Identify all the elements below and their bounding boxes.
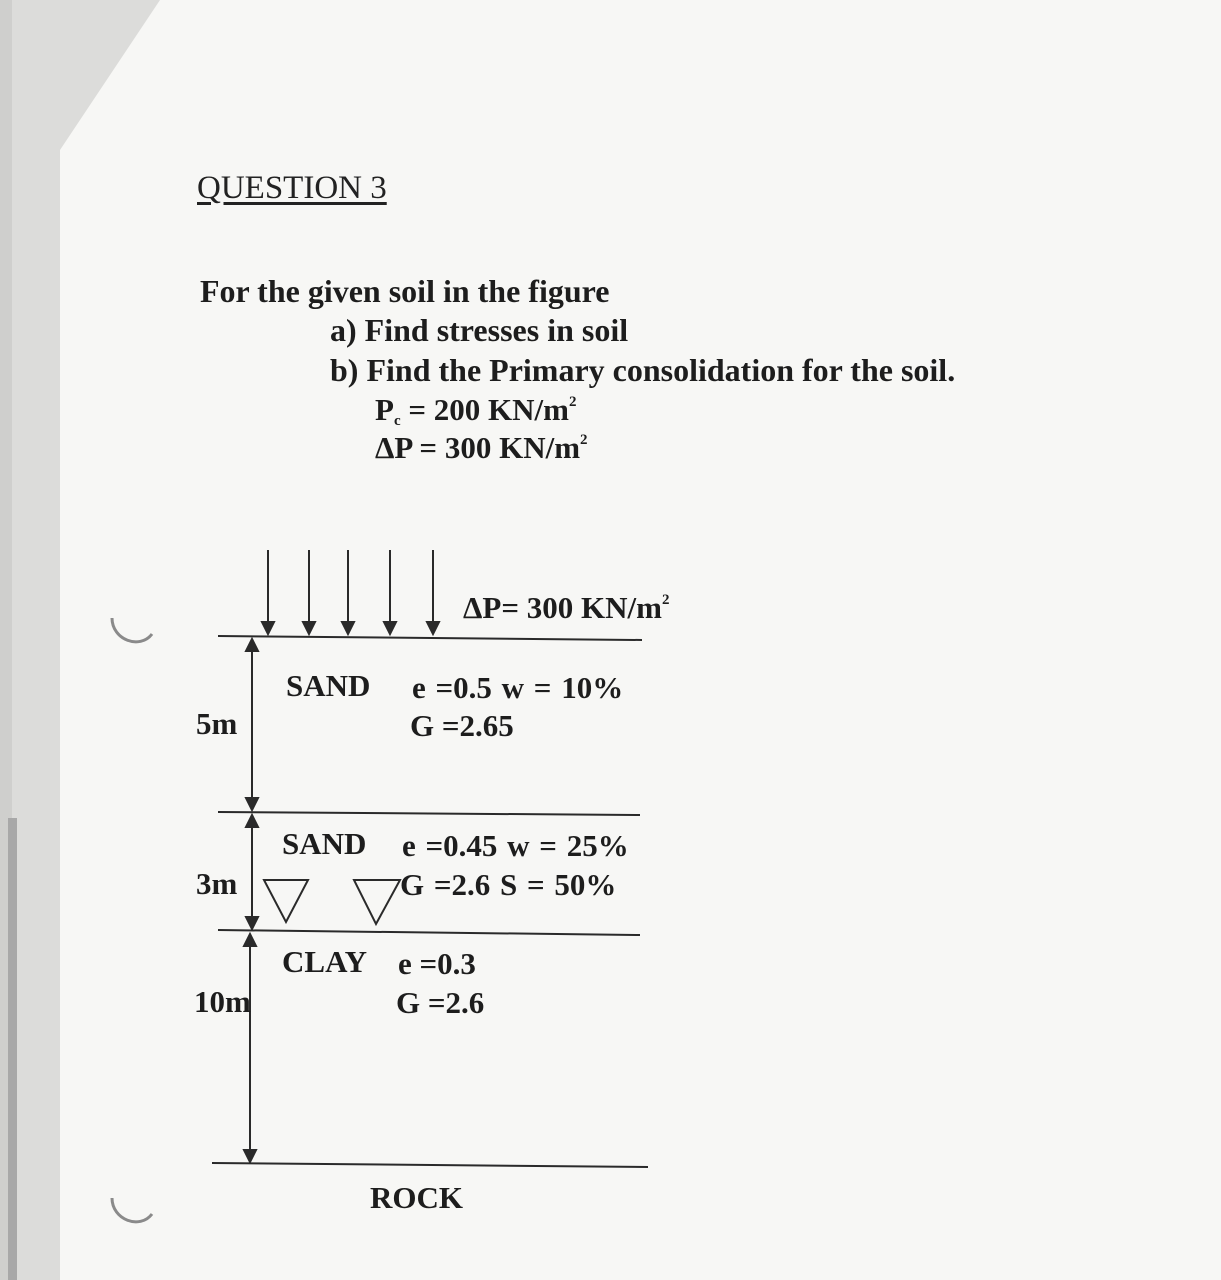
given-pc-subscript: c — [393, 413, 401, 429]
layer-2-name: SAND — [282, 826, 367, 861]
boundary-line-2 — [218, 930, 640, 935]
dimension-lines — [244, 639, 258, 1162]
load-arrow-head — [303, 622, 315, 634]
layer-1-props-line2: G =2.65 — [410, 708, 514, 743]
layer-1-thickness: 5m — [196, 706, 238, 741]
layer-2-props-line2: G =2.6 S = 50% — [400, 867, 617, 902]
page-fold-shadow — [0, 0, 160, 1280]
water-table-icon — [354, 880, 400, 924]
boundary-line-1 — [218, 812, 640, 815]
load-label-value: ΔP= 300 KN/m — [463, 590, 662, 625]
dimension-arrow-head — [246, 639, 258, 651]
given-pc-symbol: P — [375, 392, 394, 427]
question-part-a: a) Find stresses in soil — [330, 312, 629, 348]
load-label — [463, 590, 669, 626]
dimension-arrow-head — [246, 815, 258, 827]
dimension-arrow-head — [246, 798, 258, 810]
load-arrow-head — [342, 622, 354, 634]
given-pc-exponent: 2 — [568, 394, 577, 410]
base-layer-label: ROCK — [370, 1180, 463, 1215]
layer-3-name: CLAY — [282, 944, 367, 979]
layer-2-props-line1: e =0.45 w = 25% — [402, 828, 629, 863]
rock-surface-line — [212, 1163, 648, 1167]
question-intro: For the given soil in the figure — [200, 273, 610, 309]
given-dp-value: ΔP = 300 KN/m — [375, 430, 581, 465]
binder-hole-bottom — [112, 1198, 152, 1222]
layer-3-props-line2: G =2.6 — [396, 985, 485, 1020]
layer-1-name: SAND — [286, 668, 371, 703]
water-table-symbols — [264, 880, 400, 924]
given-load-increment — [375, 430, 588, 466]
load-arrow-head — [427, 622, 439, 634]
layer-2-thickness: 3m — [196, 866, 238, 901]
page-binding-bar — [8, 818, 17, 1280]
load-label-exponent: 2 — [661, 592, 670, 608]
load-arrow-head — [262, 622, 274, 634]
load-arrows — [262, 550, 439, 634]
given-preconsolidation-pressure — [375, 392, 576, 430]
layer-1-props-line1: e =0.5 w = 10% — [412, 670, 624, 705]
binder-hole-top — [112, 618, 152, 642]
given-pc-value: = 200 KN/m — [400, 392, 569, 427]
dimension-arrow-head — [244, 934, 256, 946]
question-part-b: b) Find the Primary consolidation for the soil. — [330, 352, 956, 388]
water-table-icon — [264, 880, 308, 922]
question-title: QUESTION 3 — [197, 170, 387, 206]
ground-surface-line — [218, 636, 642, 640]
layer-3-props-line1: e =0.3 — [398, 946, 476, 981]
given-dp-exponent: 2 — [580, 432, 588, 448]
layer-3-thickness: 10m — [194, 984, 251, 1019]
dimension-arrow-head — [246, 917, 258, 929]
load-arrow-head — [384, 622, 396, 634]
dimension-arrow-head — [244, 1150, 256, 1162]
